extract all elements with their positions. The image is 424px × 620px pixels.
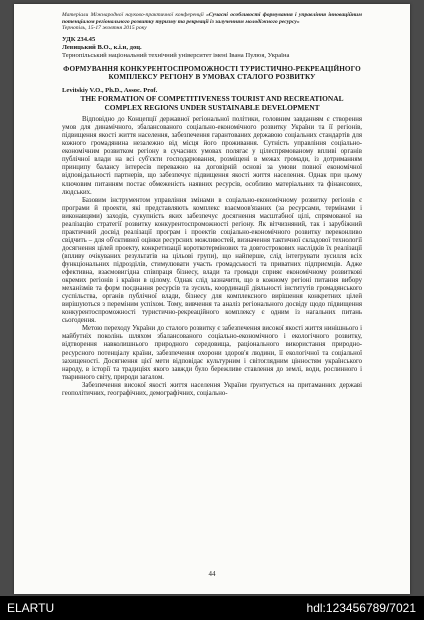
conference-place-date: Тернопіль, 15-17 жовтня 2015 року xyxy=(62,25,147,32)
conference-prefix: Матеріали Міжнародної науково-практичної конференції xyxy=(62,12,204,18)
handle-identifier: hdl:123456789/7021 xyxy=(306,601,416,615)
page-content xyxy=(62,12,362,398)
document-page xyxy=(14,4,410,594)
body-paragraph: Базовим інструментом управління змінами в соціально-економічному розвитку регіонів є програми й проекти, які представляють комплекс взаємоов'язаних (за ресурсами, термінами і виконавцями) заходів, сукупність яких забезпечує досягнення масштабної цілі, спрямованої на реалізацію стратегії розвитку конкурентоспроможності регіону. Як вітчизняний, так і зарубіжний практичний досвід реалізації програм і проектів соціально-економічного розвитку переконливо свідчить – для об'єктивної оцінки ресурсних можливостей, визначення тактичної складової технології досягнення цілей проекту, конкретизації короткотермінових та довгострокових наслідків їх реалізації (впливу очікуваних результатів на цільові групи), що найперше, слід інтегрувати зусилля всіх функціональних підрозділів, стимулювати участь громадськості та приватних підприємців. Адже ефективна, взаємовигідна співпраця бізнесу, влади та громади сприяє економічному розвиткові окремих регіонів і країни в цілому. Однак слід зазначити, що в кожному регіоні питання вибору механізмів та форм поєднання ресурсів та зусиль, координації діяльності інститутів громадянського суспільства, органів публічної влади, бізнесу для комплексного вирішення конкретних цілей вирішуються з переміним успіхом. Тому, вивчення та аналіз регіонального досвіду щодо підвищення конкурентоспроможності туристично-рекреаційного комплексу є одним із нагальних питань сьогодення. xyxy=(62,196,362,325)
article-title-en: THE FORMATION OF COMPETITIVENESS TOURIST AND RECREATIONAL COMPLEX REGIONS UNDER SUSTAINABLE DEVELOPMENT xyxy=(80,93,344,112)
conference-header xyxy=(62,12,362,32)
udk-code: УДК 234.45 xyxy=(62,35,96,43)
author-en: Levitskiy V.O., Ph.D., Assoc. Prof. xyxy=(62,86,158,94)
institution: Тернопільський національний технічний університет імені Івана Пулюя, Україна xyxy=(62,51,290,59)
article-title-ua: ФОРМУВАННЯ КОНКУРЕНТОСПРОМОЖНОСТІ ТУРИСТИЧНО-РЕКРЕАЦІЙНОГО КОМПЛЕКСУ РЕГІОНУ В УМОВАХ СТАЛОГО РОЗВИТКУ xyxy=(63,64,361,82)
page-number: 44 xyxy=(208,570,216,578)
body-paragraph: Забезпечення високої якості життя населення України ґрунтується на притаманних державі геополітичних, географічних, демографічних, соціально- xyxy=(62,381,362,397)
article-body xyxy=(62,116,362,398)
repository-footer-bar xyxy=(0,596,424,620)
repository-name: ELARTU xyxy=(7,601,55,615)
body-paragraph: Відповідно до Концепції державної регіональної політики, головним завданням є створення умов для динамічного, збалансованого соціально-економічного розвитку України та її регіонів, підвищення якості життя населення, забезпечення гарантованих державою соціальних стандартів для кожного громадянина незалежно від місця його проживання. Сутність управління соціально-економічним розвитком регіону в сучасних умовах полягає у цілеспрямованому впливі органів публічної влади на всі суб'єкти господарювання, розміщені в межах громади, із дотриманням принципу балансу інтересів переважно на договірній основі за умови повної економічної відповідальності партнерів, що забезпечує підвищення якості життя населення. Однак при цьому ключовим питанням постає обмеженість наявних ресурсів, особливо матеріальних та фінансових, людських. xyxy=(62,116,362,196)
author-ua: Левицький В.О., к.і.н, доц. xyxy=(62,43,142,51)
body-paragraph: Метою переходу України до сталого розвитку є забезпечення високої якості життя нинішнього і майбутніх поколінь шляхом збалансованого соціально-економічного і екологічного розвитку, відтворення навколишнього природного середовища, раціонального використання природно-ресурсного потенціалу країни, забезпечення охорони здоров'я людини, її екологічної та соціальної захищеності. Досягнення цієї мети відповідає культурним і світоглядним цінностям українського народу, в історії та традиціях якого завжди було бережливе ставлення до землі, води, рослинного і тваринного світу, природи загалом. xyxy=(62,325,362,381)
conference-title: «Сучасні особливості формування і управління інноваційним потенціалом регіонального розвитку туризму та рекреації із залученням молодіжного ресурсу» xyxy=(62,12,362,25)
